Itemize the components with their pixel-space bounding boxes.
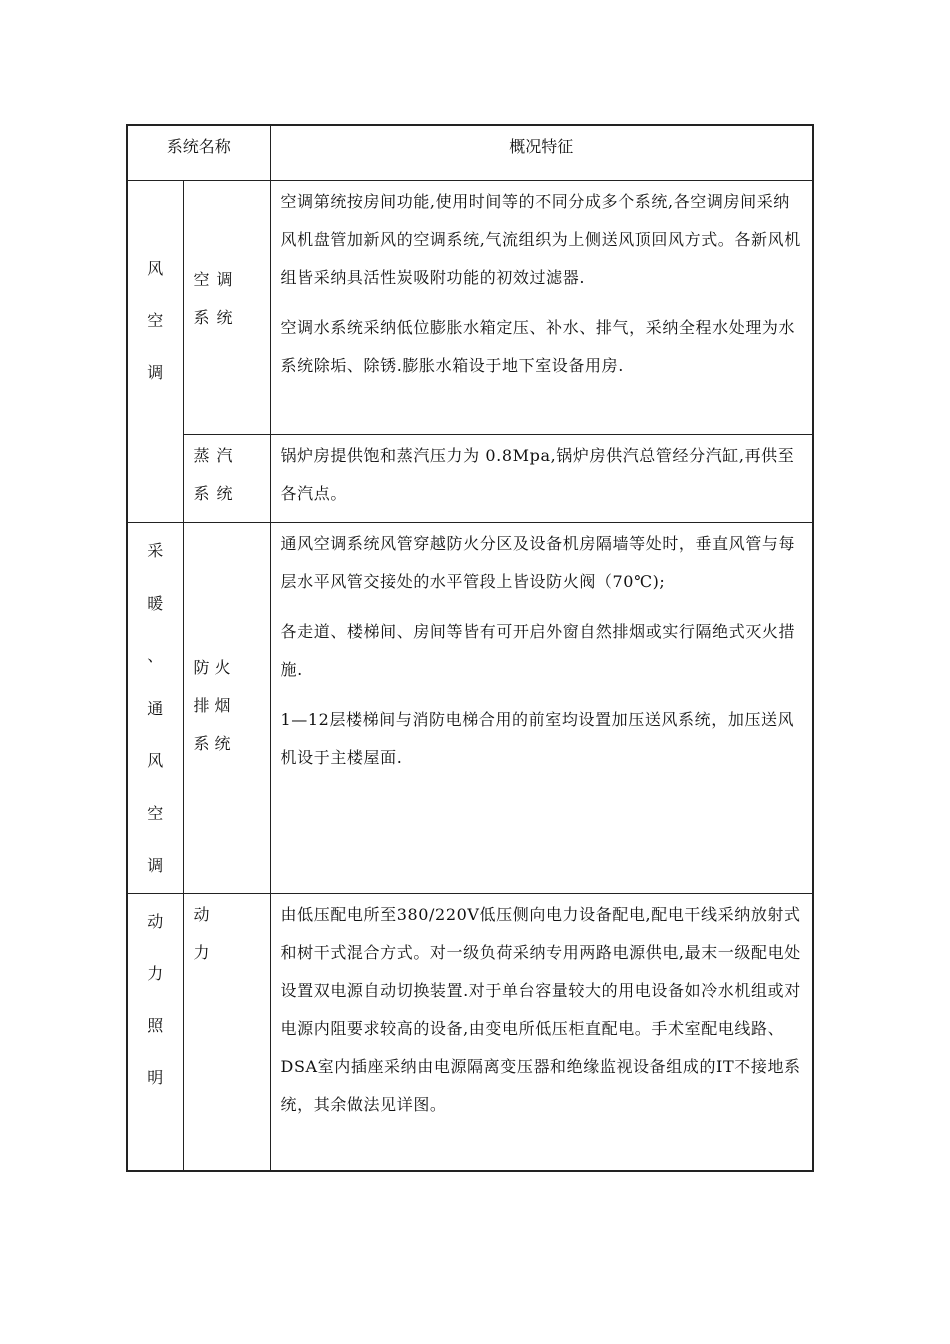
subsystem-fire-smoke: 防火排烟系统 — [183, 523, 270, 894]
table-row — [127, 893, 813, 1171]
table-row — [127, 523, 813, 894]
table-row — [127, 181, 813, 435]
system-overview-table — [126, 124, 814, 1172]
subsystem-steam: 蒸汽系统 — [183, 435, 270, 523]
desc-fire-smoke: 通风空调系统风管穿越防火分区及设备机房隔墙等处时，垂直风管与每层水平风管交接处的水平管段上皆设防火阀（70℃); 各走道、楼梯间、房间等皆有可开启外窗自然排烟或实行隔绝式灭火措施. 1—12层楼梯间与消防电梯合用的前室均设置加压送风系统，加压送风机设于主楼屋面. — [270, 523, 813, 894]
header-overview: 概况特征 — [270, 125, 813, 181]
category-power-lighting: 动 力 照 明 — [127, 893, 183, 1171]
desc-steam: 锅炉房提供饱和蒸汽压力为 0.8Mpa,锅炉房供汽总管经分汽缸,再供至各汽点。 — [270, 435, 813, 523]
category-hvac: 风 空 调 — [127, 181, 183, 523]
table-header-row — [127, 125, 813, 181]
desc-ac: 空调第统按房间功能,使用时间等的不同分成多个系统,各空调房间采纳风机盘管加新风的空调系统,气流组织为上侧送风顶回风方式。各新风机组皆采纳具活性炭吸附功能的初效过滤器. 空调水系统采纳低位膨胀水箱定压、补水、排气，采纳全程水处理为水系统除垢、除锈.膨胀水箱设于地下室设备用房. — [270, 181, 813, 435]
subsystem-ac: 空调系统 — [183, 181, 270, 435]
subsystem-power: 动 力 — [183, 893, 270, 1171]
header-system-name: 系统名称 — [127, 125, 270, 181]
category-ventilation: 采 暖 、 通 风 空 调 — [127, 523, 183, 894]
table-row — [127, 435, 813, 523]
desc-power: 由低压配电所至380/220V低压侧向电力设备配电,配电干线采纳放射式和树干式混合方式。对一级负荷采纳专用两路电源供电,最末一级配电处设置双电源自动切换装置.对于单台容量较大的用电设备如冷水机组或对电源内阻要求较高的设备,由变电所低压柜直配电。手术室配电线路、DSA室内插座采纳由电源隔离变压器和绝缘监视设备组成的IT不接地系统，其余做法见详图。 — [270, 893, 813, 1171]
